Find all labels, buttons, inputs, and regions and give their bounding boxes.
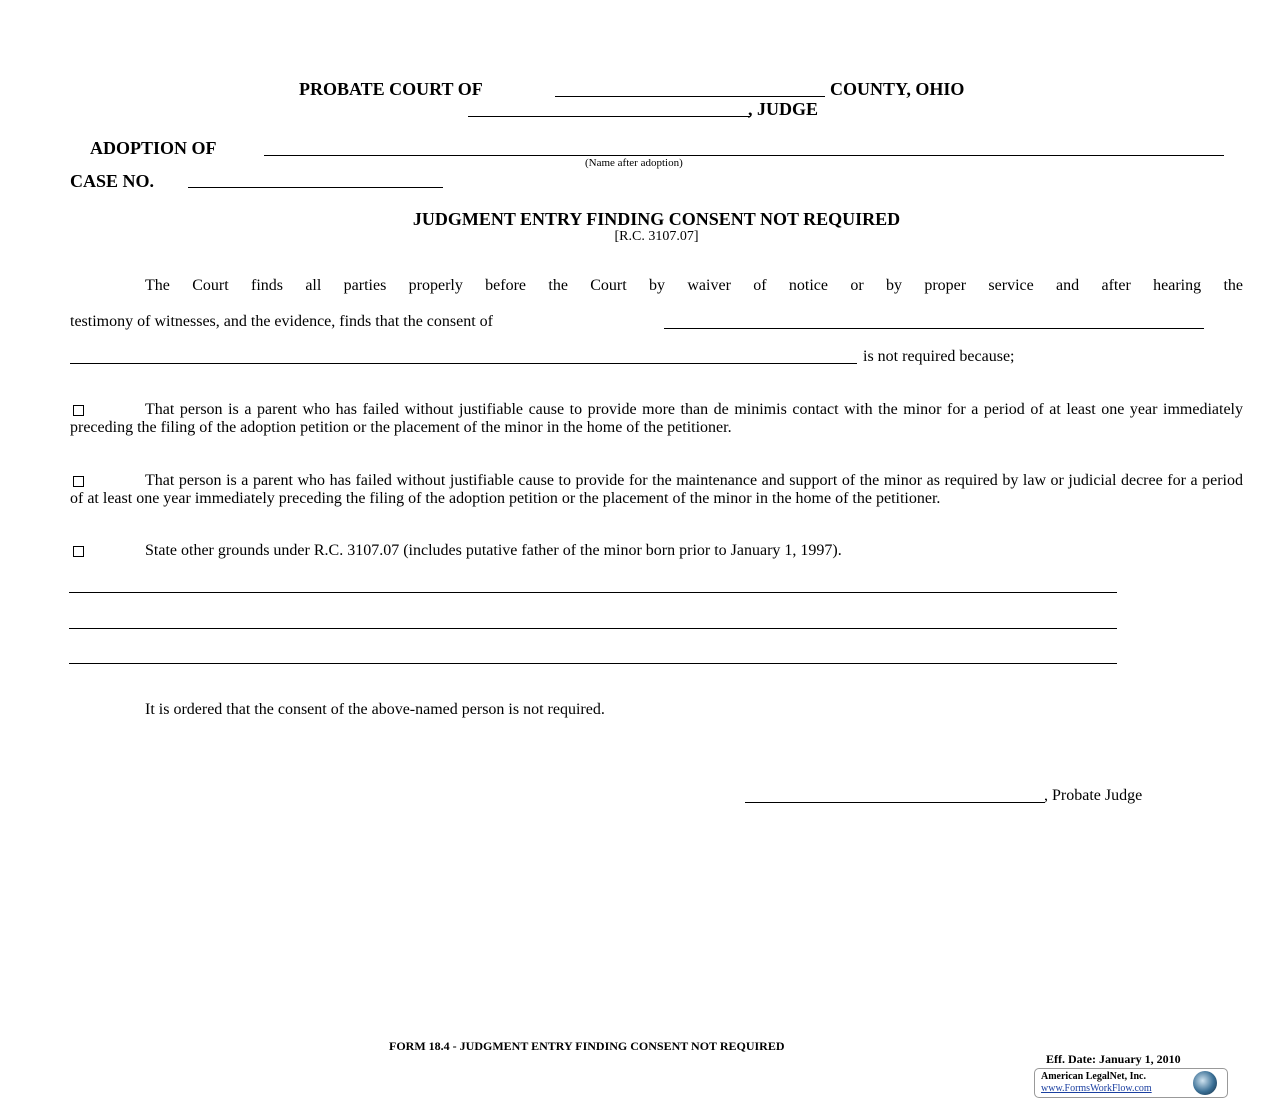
para1-line3: is not required because; bbox=[863, 348, 1015, 365]
statute-ref: [R.C. 3107.07] bbox=[614, 229, 699, 244]
eff-date: Eff. Date: January 1, 2010 bbox=[1046, 1052, 1181, 1066]
adoption-name-field[interactable] bbox=[264, 155, 1224, 156]
option3-checkbox[interactable] bbox=[73, 546, 84, 557]
page-title: JUDGMENT ENTRY FINDING CONSENT NOT REQUIRED bbox=[412, 209, 901, 229]
option1-text: That person is a parent who has failed without justifiable cause to provide more than de minimis contact with the minor for a period of at least one year immediately preceding the filing of the adoption petition or the placement of the minor in the home of the petitioner. bbox=[70, 401, 1243, 436]
case-number-field[interactable] bbox=[188, 187, 443, 188]
consent-person-field-2[interactable] bbox=[70, 363, 857, 364]
option2-text: That person is a parent who has failed without justifiable cause to provide for the maintenance and support of the minor as required by law or judicial decree for a period of at least one year immediately preceding the filing of the adoption petition or the placement of the minor in the home of the petitioner. bbox=[70, 472, 1243, 507]
name-hint: (Name after adoption) bbox=[585, 157, 683, 169]
case-label: CASE NO. bbox=[70, 171, 155, 191]
adoption-label: ADOPTION OF bbox=[90, 138, 217, 158]
logo-url[interactable]: www.FormsWorkFlow.com bbox=[1041, 1083, 1152, 1094]
para1-line2: testimony of witnesses, and the evidence, finds that the consent of bbox=[70, 313, 494, 330]
other-grounds-line-3[interactable] bbox=[69, 663, 1117, 664]
logo-company: American LegalNet, Inc. bbox=[1041, 1071, 1146, 1082]
other-grounds-line-1[interactable] bbox=[69, 592, 1117, 593]
option3-text: State other grounds under R.C. 3107.07 (includes putative father of the minor born prior to January 1, 1997). bbox=[145, 542, 842, 559]
judge-suffix: , JUDGE bbox=[748, 99, 819, 119]
judge-name-field[interactable] bbox=[468, 116, 750, 117]
logo-box bbox=[1034, 1068, 1228, 1098]
globe-icon bbox=[1193, 1071, 1217, 1095]
para1-line1: The Court finds all parties properly before the Court by waiver of notice or by proper service and after hearing the bbox=[145, 277, 1243, 294]
court-prefix: PROBATE COURT OF bbox=[299, 79, 483, 99]
judge-signature-field[interactable] bbox=[745, 802, 1045, 803]
consent-person-field[interactable] bbox=[664, 328, 1204, 329]
court-suffix: COUNTY, OHIO bbox=[830, 79, 965, 99]
county-field[interactable] bbox=[555, 96, 825, 97]
order-text: It is ordered that the consent of the above-named person is not required. bbox=[145, 701, 605, 718]
form-title: FORM 18.4 - JUDGMENT ENTRY FINDING CONSENT NOT REQUIRED bbox=[389, 1039, 785, 1053]
other-grounds-line-2[interactable] bbox=[69, 628, 1117, 629]
signature-label: , Probate Judge bbox=[1044, 787, 1143, 804]
